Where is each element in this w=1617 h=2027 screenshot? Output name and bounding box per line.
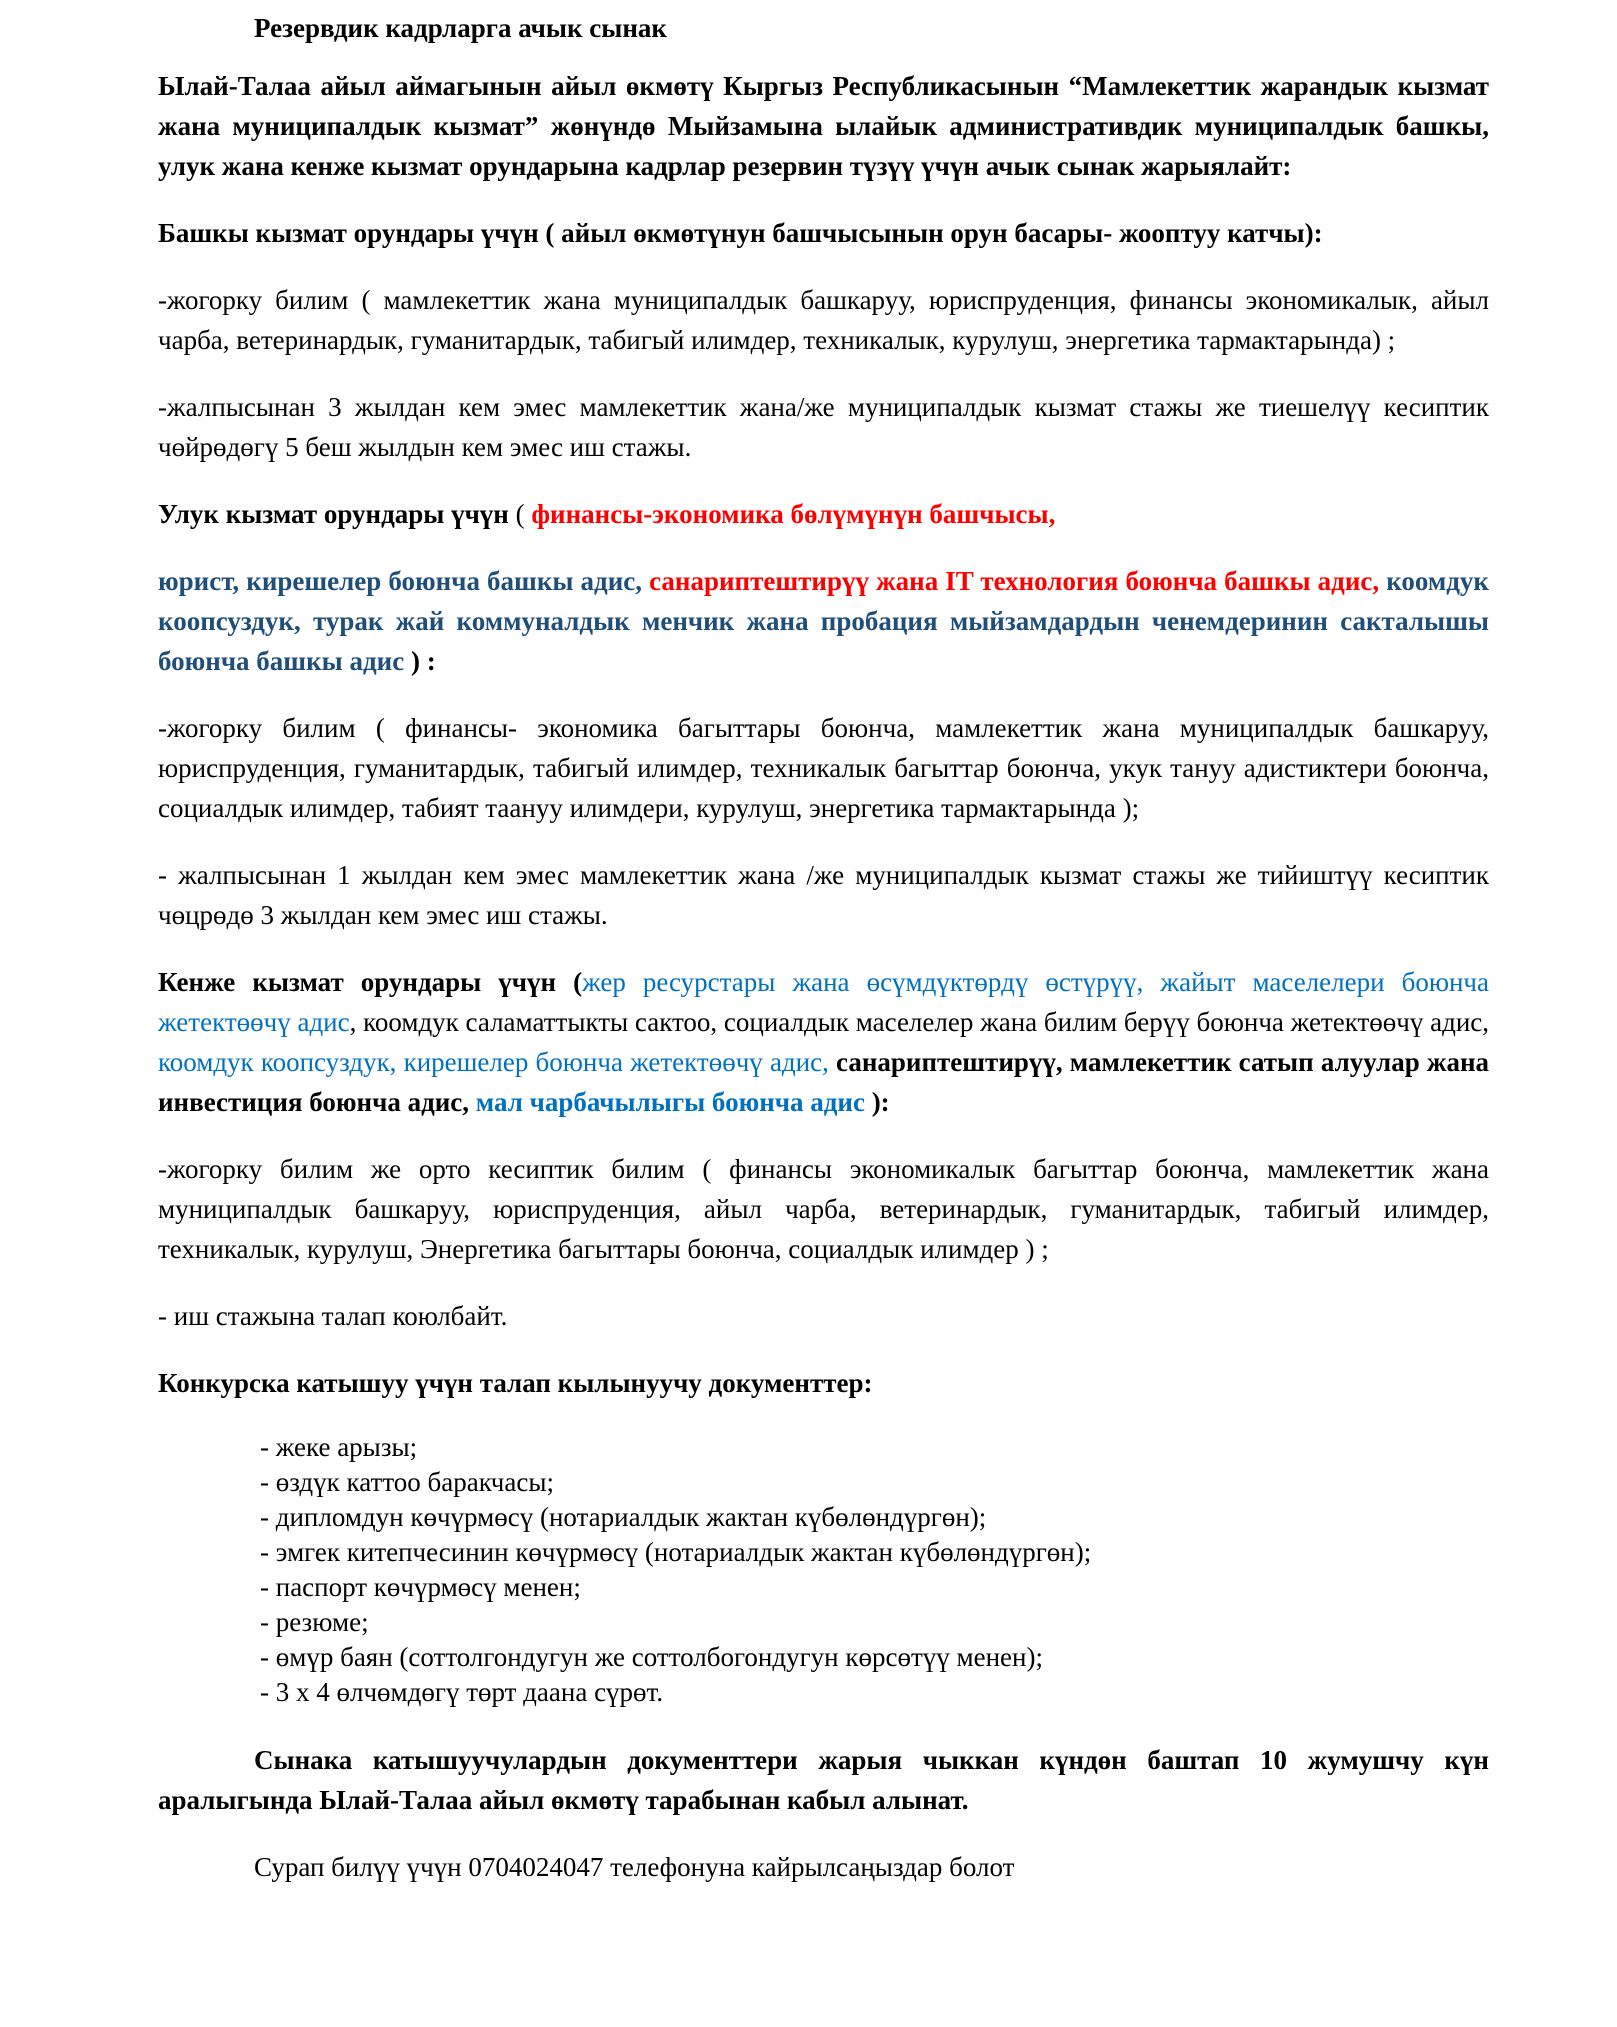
text-run: Резервдик кадрларга ачык сынак: [254, 13, 667, 43]
text-run: юрист, кирешелер боюнча башкы адис,: [158, 566, 650, 596]
text-run: финансы-экономика бөлүмүнүн башчысы,: [531, 499, 1056, 529]
text-run: -жогорку билим ( мамлекеттик жана муниципалдык башкаруу, юриспруденция, финансы экономикалык, айыл чарба, ветеринардык, гуманитардык, табигый илимдер, техникалык, курулуш, энергетика тармактарында) ;: [158, 285, 1489, 355]
document-title: [158, 8, 1489, 48]
text-run: - өмүр баян (соттолгондугун же соттолбогондугун көрсөтүү менен);: [260, 1642, 1043, 1672]
text-run: Кенже кызмат орундары үчүн (: [158, 967, 583, 997]
text-run: - иш стажына талап коюлбайт.: [158, 1301, 508, 1331]
text-run: Ылай-Талаа айыл аймагынын айыл өкмөтү Кыргыз Республикасынын “Мамлекеттик жарандык кызмат жана муниципалдык кызмат” жөнүндө Мыйзамына ылайык административдик муниципалдык башкы, улук жана кенже кызмат орундарына кадрлар резервин түзүү үчүн ачык сынак жарыялайт:: [158, 71, 1489, 181]
text-run: санариптештирүү, мамлекеттик сатып алуулар жана инвестиция боюнча адис,: [158, 1047, 1490, 1117]
bashky-req-experience: [158, 387, 1489, 467]
text-run: жер ресурстары жана өсүмдүктөрдү өстүрүү, жайыт маселелери боюнча жетектөөчү адис: [158, 967, 1490, 1037]
text-run: - жеке арызы;: [260, 1432, 418, 1462]
uluk-positions: [158, 561, 1489, 681]
text-run: - дипломдун көчүрмөсү (нотариалдык жактан күбөлөндүргөн);: [260, 1502, 987, 1532]
doc-item-3: [158, 1500, 1489, 1535]
text-run: - паспорт көчүрмөсү менен;: [260, 1572, 581, 1602]
section-header-documents: [158, 1363, 1489, 1403]
section-header-kenje: [158, 962, 1489, 1122]
text-run: , коомдук саламаттыкты сактоо, социалдык маселелер жана билим берүү боюнча жетектөөчү адис,: [349, 1007, 1490, 1037]
text-run: - резюме;: [260, 1607, 369, 1637]
text-run: -жогорку билим же орто кесиптик билим ( финансы экономикалык багыттар боюнча, мамлекеттик жана муниципалдык башкаруу, юриспруденция, айыл чарба, ветеринардык, гуманитардык, табигый илимдер, техникалык, курулуш, Энергетика багыттары боюнча, социалдык илимдер ) ;: [158, 1154, 1489, 1264]
text-run: ):: [864, 1087, 890, 1117]
text-run: ) :: [404, 646, 436, 676]
text-run: коомдук коопсуздук, турак жай коммуналдык менчик жана пробация мыйзамдардын ченемдеринин сакталышы боюнча башкы адис: [158, 566, 1489, 676]
text-run: Сынака катышуучулардын документтери жарыя чыккан күндөн баштап 10 жумушчу күн аралыгында Ылай-Талаа айыл өкмөтү тарабынан кабыл алынат.: [158, 1745, 1489, 1815]
intro-paragraph: [158, 66, 1489, 186]
uluk-req-experience: [158, 855, 1489, 935]
text-run: санариптештирүү жана IT технология боюнча башкы адис,: [649, 566, 1380, 596]
uluk-req-education: [158, 708, 1489, 828]
section-header-bashky: [158, 213, 1489, 253]
kenje-req-experience: [158, 1296, 1489, 1336]
doc-item-2: [158, 1465, 1489, 1500]
text-run: мал чарбачылыгы боюнча адис: [475, 1087, 865, 1117]
text-run: Конкурска катышуу үчүн талап кылынуучу документтер:: [158, 1368, 873, 1398]
doc-item-7: [158, 1640, 1489, 1675]
doc-item-5: [158, 1570, 1489, 1605]
text-run: Сурап билүү үчүн 0704024047 телефонуна кайрылсаңыздар болот: [254, 1852, 1015, 1882]
text-run: - эмгек китепчесинин көчүрмөсү (нотариалдык жактан күбөлөндүргөн);: [260, 1537, 1092, 1567]
bashky-req-education: [158, 280, 1489, 360]
text-run: - 3 х 4 өлчөмдөгү төрт даана сүрөт.: [260, 1677, 664, 1707]
text-run: Башкы кызмат орундары үчүн ( айыл өкмөтүнун башчысынын орун басары- жооптуу катчы):: [158, 218, 1323, 248]
text-run: (: [515, 499, 532, 529]
doc-item-6: [158, 1605, 1489, 1640]
text-run: -жогорку билим ( финансы- экономика багыттары боюнча, мамлекеттик жана муниципалдык башкаруу, юриспруденция, гуманитардык, табигый илимдер, техникалык багыттар боюнча, укук тануу адистиктери боюнча, социалдык илимдер, табият таануу илимдери, курулуш, энергетика тармактарында );: [158, 713, 1489, 823]
contact-paragraph: [158, 1847, 1489, 1887]
doc-item-8: [158, 1675, 1489, 1710]
text-run: -жалпысынан 3 жылдан кем эмес мамлекеттик жана/же муниципалдык кызмат стажы же тиешелүү кесиптик чөйрөдөгү 5 беш жылдын кем эмес иш стажы.: [158, 392, 1489, 462]
document-body: [158, 8, 1489, 1887]
doc-item-1: [158, 1430, 1489, 1465]
text-run: коомдук коопсуздук, кирешелер боюнча жетектөөчү адис,: [158, 1047, 837, 1077]
text-run: Улук кызмат орундары үчүн: [158, 499, 516, 529]
text-run: - жалпысынан 1 жылдан кем эмес мамлекеттик жана /же муниципалдык кызмат стажы же тийиштүү кесиптик чөцрөдө 3 жылдан кем эмес иш стажы.: [158, 860, 1489, 930]
submission-paragraph: [158, 1740, 1489, 1820]
section-header-uluk: [158, 494, 1489, 534]
kenje-req-education: [158, 1149, 1489, 1269]
text-run: - өздүк каттоо баракчасы;: [260, 1467, 554, 1497]
doc-item-4: [158, 1535, 1489, 1570]
